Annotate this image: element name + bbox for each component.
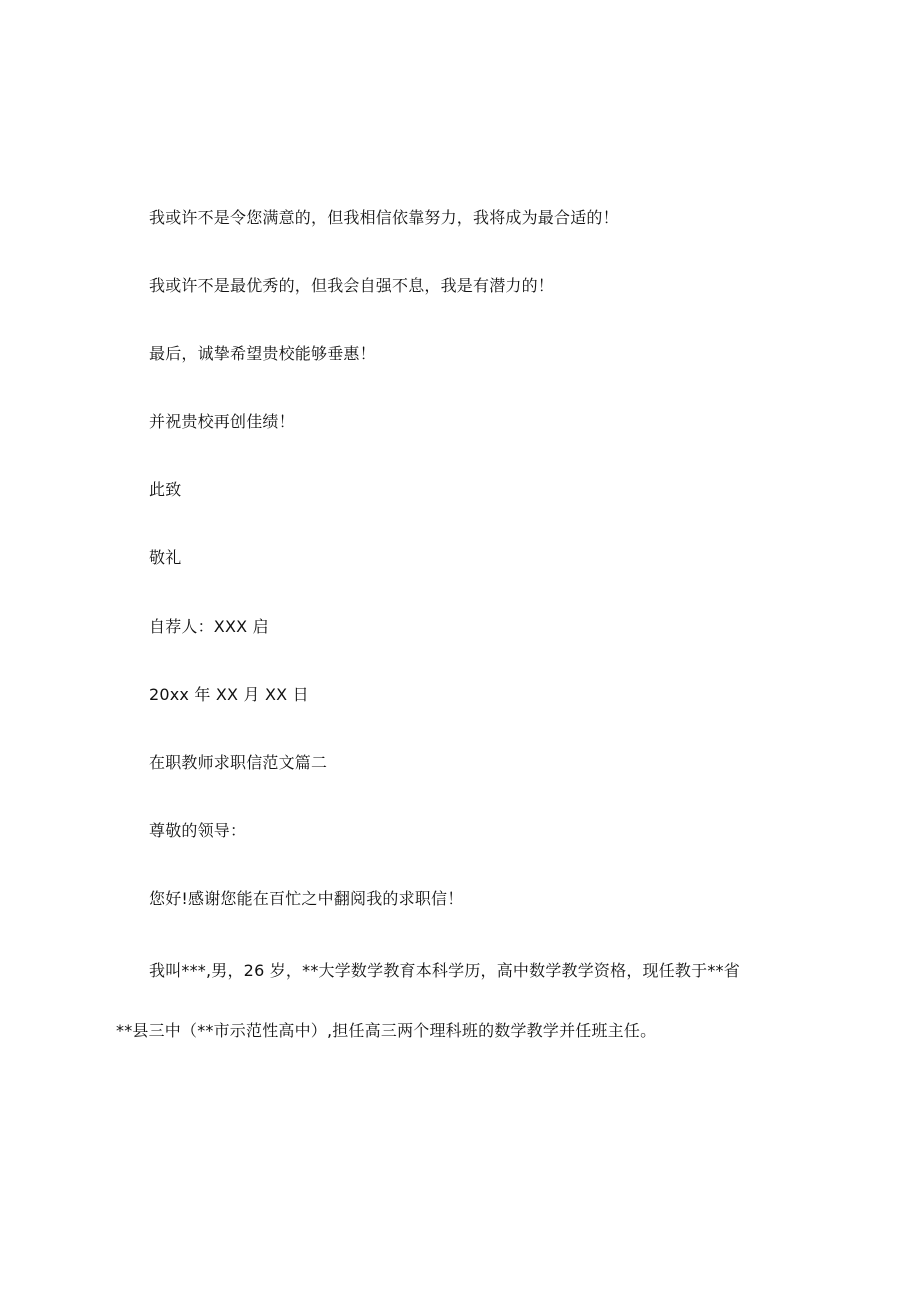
paragraph-line-1: 我或许不是令您满意的，但我相信依靠努力，我将成为最合适的！ xyxy=(149,208,619,227)
paragraph-line-4: 并祝贵校再创佳绩！ xyxy=(149,412,295,431)
body-paragraph-line-2: **县三中（**市示范性高中）,担任高三两个理科班的数学教学并任班主任。 xyxy=(116,1021,657,1040)
signature-line: 自荐人：XXX 启 xyxy=(149,617,269,636)
body-paragraph-line-1: 我叫***,男，26 岁，**大学数学教育本科学历，高中数学教学资格，现任教于**省 xyxy=(149,961,740,980)
date-line: 20xx 年 XX 月 XX 日 xyxy=(149,685,309,704)
paragraph-line-3: 最后，诚挚希望贵校能够垂惠！ xyxy=(149,344,376,363)
closing-regards: 敬礼 xyxy=(149,548,182,567)
paragraph-line-2: 我或许不是最优秀的，但我会自强不息，我是有潜力的！ xyxy=(149,276,555,295)
intro-line: 您好!感谢您能在百忙之中翻阅我的求职信！ xyxy=(149,889,464,908)
closing-salutation: 此致 xyxy=(149,480,182,499)
section-heading: 在职教师求职信范文篇二 xyxy=(149,753,328,772)
greeting-line: 尊敬的领导： xyxy=(149,821,247,840)
